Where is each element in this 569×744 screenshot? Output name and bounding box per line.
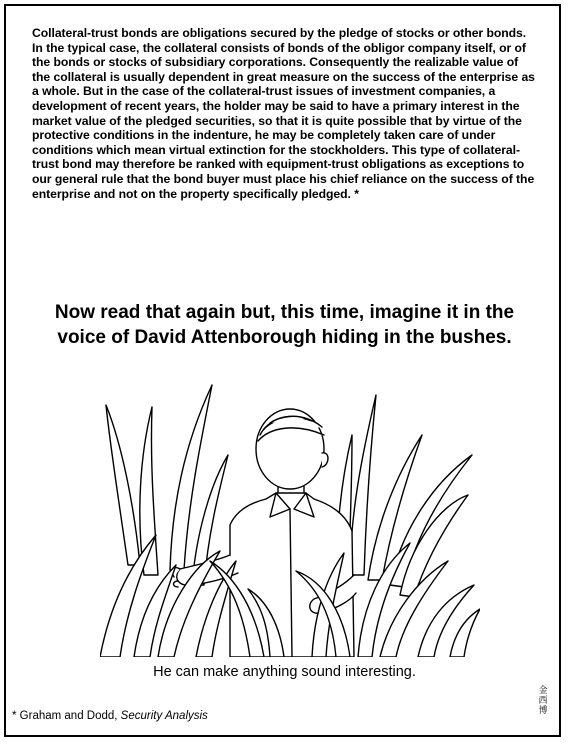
headline [20,300,549,350]
quote-text: Collateral-trust bonds are obligations secured by the pledge of stocks or other bonds. In the typical case, the collateral consists of bonds of the obligor company itself, or of the bonds or stocks of subsidiary corporations. Consequently the realizable value of the collateral is usually dependent in great measure on the success of the enterprise as a whole. But in the case of the collateral-trust issues of investment companies, a development of recent years, the holder may be said to have a primary interest in the market value of the pledged securities, so that it is quite possible that by virtue of the protective conditions in the indenture, he may be completely taken care of under conditions which mean virtual extinction for the stockholders. This type of collateral-trust bond may therefore be ranked with equipment-trust obligations as exceptions to our general rule that the bond buyer must place his chief reliance on the success of the enterprise and not on the property specifically pledged. * [32,26,535,201]
headline-line-1: Now read that again but, this time, imagine it in the [54,302,515,323]
artist-signature-seal: 金西博 [538,686,548,716]
footnote-title: Security Analysis [120,710,208,722]
headline-line-2: voice of David Attenborough hiding in the bushes. [57,327,512,348]
caption: He can make anything sound interesting. [153,664,416,680]
footnote-prefix: * Graham and Dodd, [12,710,121,722]
man-in-grass-illustration [100,365,480,657]
footnote [12,710,208,722]
